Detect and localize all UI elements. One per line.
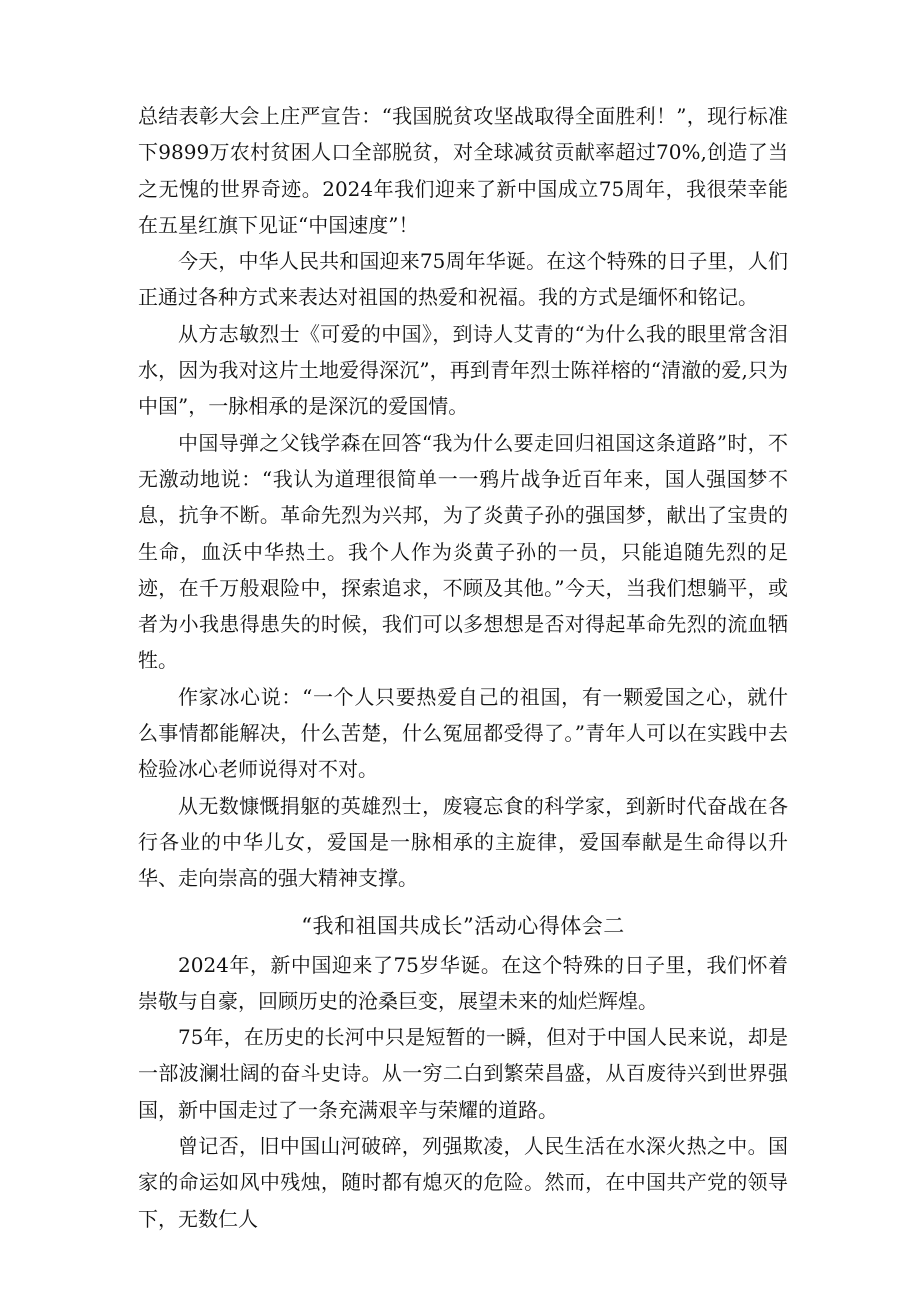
section-heading: “我和祖国共成长”活动心得体会二 — [301, 913, 625, 938]
paragraph-8: 75年，在历史的长河中只是短暂的一瞬，但对于中国人民来说，却是一部波澜壮阔的奋斗史诗。从一穷二白到繁荣昌盛，从百废待兴到世界强国，新中国走过了一条充满艰辛与荣耀的道路。 — [138, 1025, 788, 1122]
paragraph-5: 作家冰心说：“一个人只要热爱自己的祖国，有一颗爱国之心，就什么事情都能解决，什么苦楚，什么冤屈都受得了。”青年人可以在实践中去检验冰心老师说得对不对。 — [138, 684, 788, 782]
paragraph-2: 今天，中华人民共和国迎来75周年华诞。在这个特殊的日子里，人们正通过各种方式来表达对祖国的热爱和祝福。我的方式是缅怀和铭记。 — [138, 249, 788, 310]
paragraph-6: 从无数慷慨捐躯的英雄烈士，废寝忘食的科学家，到新时代奋战在各行各业的中华儿女，爱国是一脉相承的主旋律，爱国奉献是生命得以升华、走向崇高的强大精神支撑。 — [138, 793, 788, 891]
paragraph-3: 从方志敏烈士《可爱的中国》，到诗人艾青的“为什么我的眼里常含泪水，因为我对这片土地爱得深沉”，再到青年烈士陈祥榕的“清澈的爱,只为中国”，一脉相承的是深沉的爱国情。 — [138, 321, 788, 419]
document-page — [138, 98, 788, 1237]
paragraph-1: 总结表彰大会上庄严宣告：“我国脱贫攻坚战取得全面胜利！”，现行标准下9899万农村贫困人口全部脱贫，对全球减贫贡献率超过70%,创造了当之无愧的世界奇迹。2024年我们迎来了新中国成立75周年，我很荣幸能在五星红旗下见证“中国速度”！ — [138, 104, 788, 237]
paragraph-4: 中国导弹之父钱学森在回答“我为什么要走回归祖国这条道路”时，不无激动地说：“我认为道理很简单一一鸦片战争近百年来，国人强国梦不息，抗争不断。革命先烈为兴邦，为了炎黄子孙的强国梦，献出了宝贵的生命，血沃中华热土。我个人作为炎黄子孙的一员，只能追随先烈的足迹，在千万般艰险中，探索追求，不顾及其他。”今天，当我们想躺平，或者为小我患得患失的时候，我们可以多想想是否对得起革命先烈的流血牺牲。 — [138, 430, 788, 673]
paragraph-9: 曾记否，旧中国山河破碎，列强欺凌，人民生活在水深火热之中。国家的命运如风中残烛，随时都有熄灭的危险。然而，在中国共产党的领导下，无数仁人 — [138, 1134, 788, 1231]
paragraph-7: 2024年，新中国迎来了75岁华诞。在这个特殊的日子里，我们怀着崇敬与自豪，回顾历史的沧桑巨变，展望未来的灿烂辉煌。 — [138, 952, 788, 1013]
